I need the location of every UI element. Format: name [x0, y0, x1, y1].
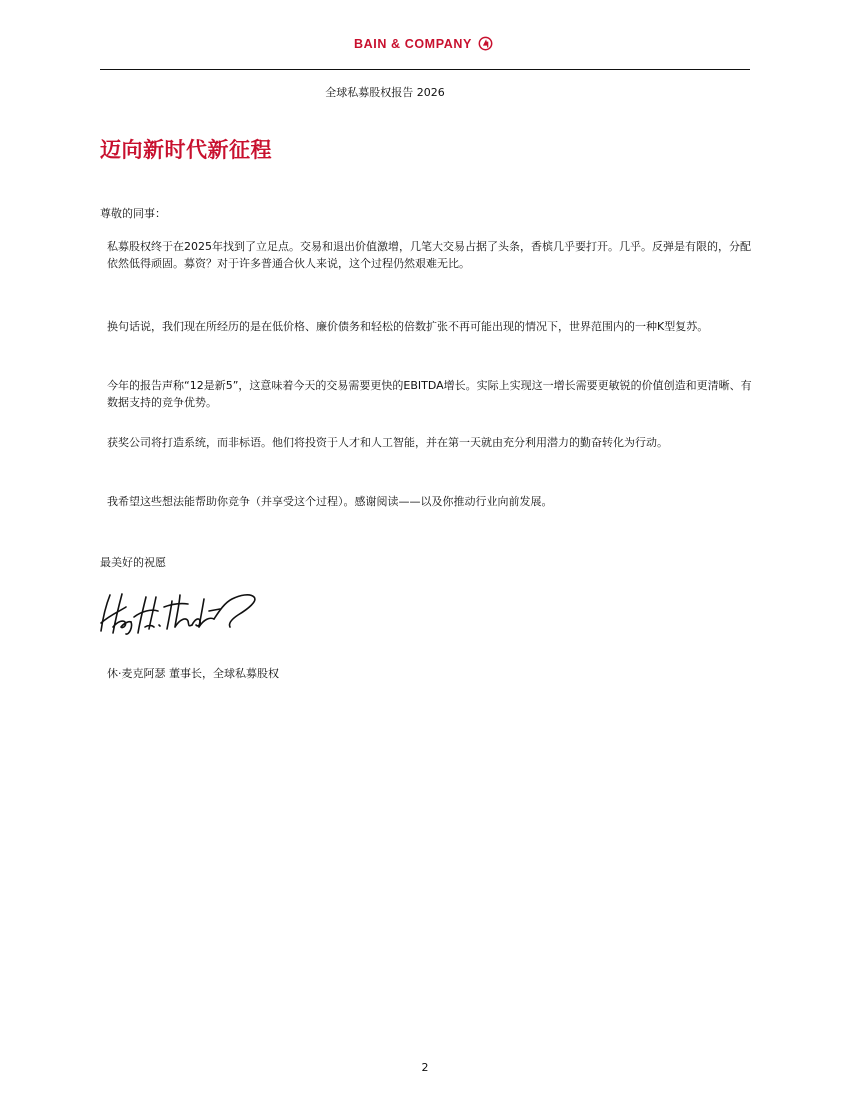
brand-name: BAIN & COMPANY: [354, 36, 472, 51]
paragraph-3: 今年的报告声称“12是新5”，这意味着今天的交易需要更快的EBITDA增长。实际上实现这一增长需要更敏锐的价值创造和更清晰、有数据支持的竞争优势。: [107, 379, 752, 409]
signer-name: 休·麦克阿瑟 董事长，全球私募股权: [107, 667, 279, 680]
page-number: 2: [421, 1061, 429, 1074]
report-title: 全球私募股权报告 2026: [325, 86, 445, 99]
paragraph-1: 私募股权终于在2025年找到了立足点。交易和退出价值激增，几笔大交易占据了头条，香槟几乎要打开。几乎。反弹是有限的，分配依然低得顽固。募资？对于许多普通合伙人来说，这个过程仍然艰难无比。: [107, 240, 751, 270]
paragraph-4: 获奖公司将打造系统，而非标语。他们将投资于人才和人工智能，并在第一天就由充分利用潜力的勤奋转化为行动。: [107, 436, 668, 449]
letter-title: 迈向新时代新征程: [100, 138, 272, 162]
bain-logo-icon: [478, 36, 493, 51]
brand-logo: [354, 36, 493, 51]
header-divider: [100, 69, 750, 70]
greeting: 尊敬的同事：: [100, 207, 166, 220]
paragraph-2: 换句话说，我们现在所经历的是在低价格、廉价债务和轻松的倍数扩张不再可能出现的情况下，世界范围内的一种K型复苏。: [107, 320, 709, 333]
closing: 最美好的祝愿: [100, 556, 166, 569]
paragraph-5: 我希望这些想法能帮助你竞争（并享受这个过程）。感谢阅读——以及你推动行业向前发展。: [107, 495, 553, 508]
signature-image: [96, 589, 261, 639]
